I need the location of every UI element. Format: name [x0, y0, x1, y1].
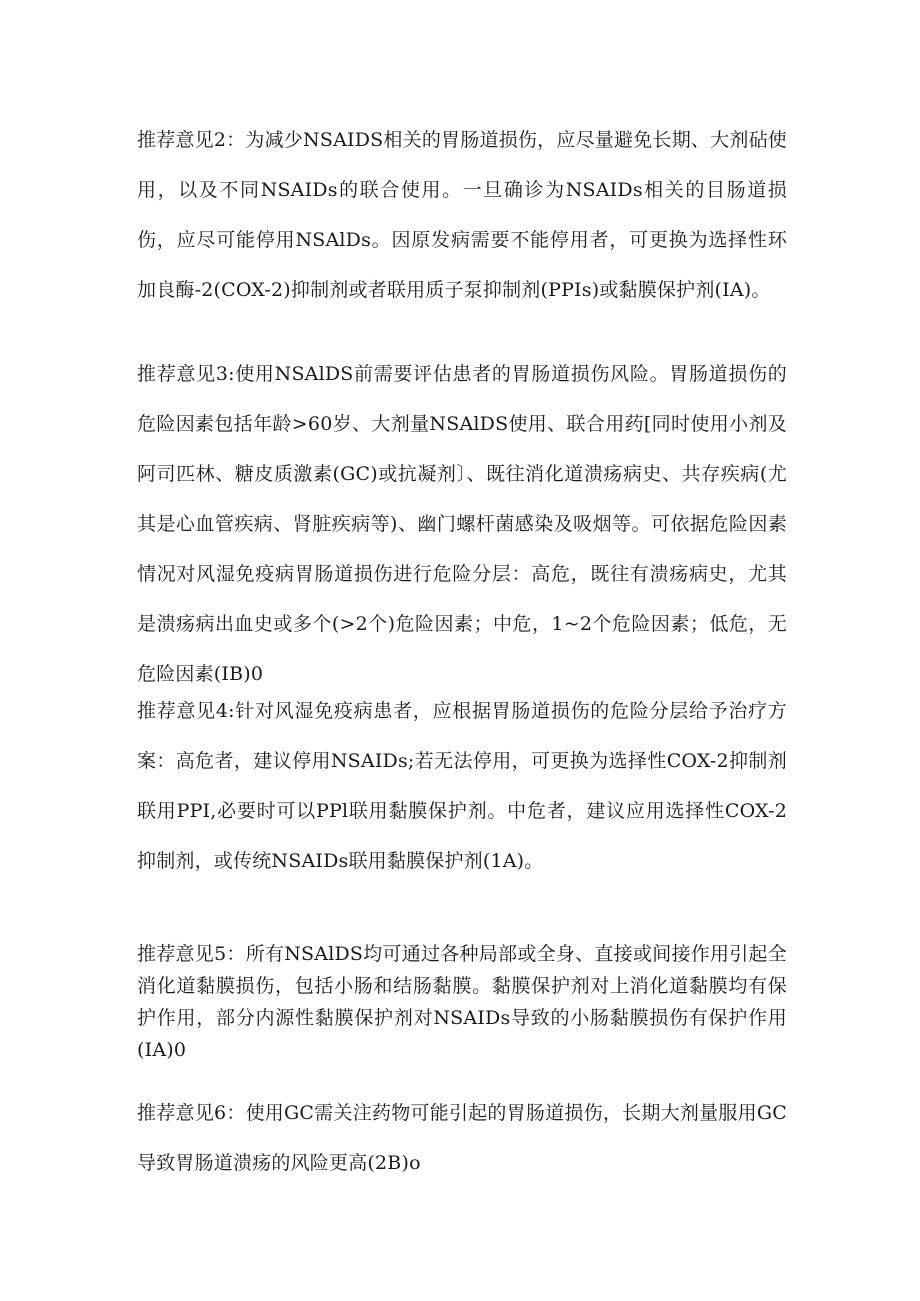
recommendation-3-paragraph: 推荐意见3:使用NSAlDS前需要评估患者的胃肠道损伤风险。胃肠道损伤的危险因素包括年龄>60岁、大剂量NSAlDS使用、联合用药[同时使用小剂及阿司匹林、糖皮质激素(GC)或抗凝剂〕、既往消化道溃疡病史、共存疾病(尤其是心血管疾病、肾脏疾病等)、幽门螺杆菌感染及吸烟等。可依据危险因素情况对风湿免疫病胃肠道损伤进行危险分层：高危，既往有溃疡病史，尤其是溃疡病出血史或多个(>2个)危险因素；中危，1~2个危险因素；低危，无危险因素(IB)0 [137, 363, 787, 685]
recommendation-2-paragraph: 推荐意见2：为减少NSAIDS相关的胃肠道损伤，应尽量避免长期、大剂砧使用，以及不同NSAIDs的联合使用。一旦确诊为NSAIDs相关的目肠道损伤，应尽可能停用NSAlDs。因原发病需要不能停用者，可更换为选择性环加良酶-2(COX-2)抑制剂或者联用质子泵抑制剂(PPIs)或黏膜保护剂(IA)。 [137, 129, 787, 301]
recommendation-5-paragraph: 推荐意见5：所有NSAlDS均可通过各种局部或全身、直接或间接作用引起全消化道黏膜损伤，包括小肠和结肠黏膜。黏膜保护剂对上消化道黏膜均有保护作用，部分内源性黏膜保护剂对NSAIDs导致的小肠黏膜损伤有保护作用(IA)0 [137, 943, 787, 1061]
recommendation-6-paragraph: 推荐意见6：使用GC需关注药物可能引起的胃肠道损伤，长期大剂量服用GC导致胃肠道溃疡的风险更高(2B)o [137, 1102, 787, 1174]
recommendation-4-paragraph: 推荐意见4:针对风湿免疫病患者，应根据胃肠道损伤的危险分层给予治疗方案：高危者，建议停用NSAIDs;若无法停用，可更换为选择性COX-2抑制剂联用PPI,必要时可以PPl联用黏膜保护剂。中危者，建议应用选择性COX-2抑制剂，或传统NSAIDs联用黏膜保护剂(1A)。 [137, 700, 787, 872]
